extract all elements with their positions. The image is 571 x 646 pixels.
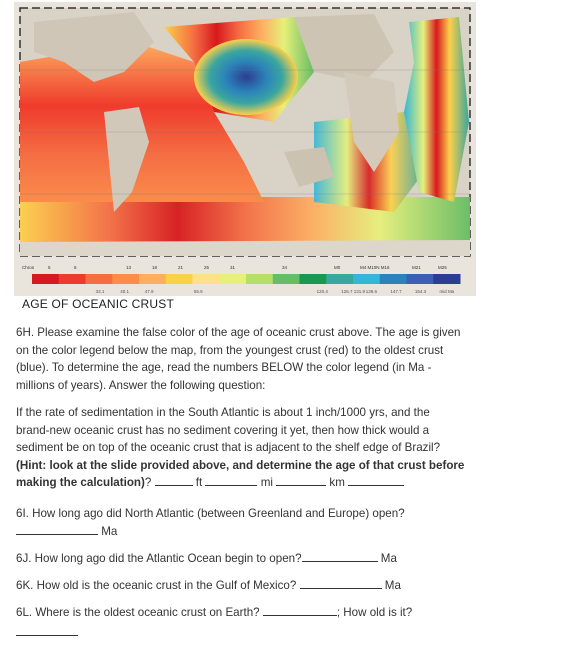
question-6k: 6K. How old is the oceanic crust in the Gulf of Mexico? Ma [16,579,401,592]
legend-swatch [32,274,59,284]
legend-swatch [59,274,86,284]
legend-bottom-label: 55.9 [193,289,203,294]
legend-top-label: M25 [438,265,447,270]
legend-top-label: 18 [152,265,158,270]
legend-top-label: 21 [178,265,184,270]
answer-6k-field[interactable] [300,577,382,589]
legend-swatch [86,274,113,284]
legend-top-label: 25 [204,265,210,270]
legend-bottom-label: 147.7 [390,289,402,294]
legend-swatch [407,274,434,284]
question-6j: 6J. How long ago did the Atlantic Ocean begin to open? Ma [16,552,397,565]
legend-top-label: 34 [282,265,288,270]
legend-swatch [246,274,273,284]
legend-swatch [273,274,300,284]
legend-top-label: 31 [230,265,236,270]
legend-bottom-label: 120.4 [316,289,328,294]
question-6l: 6L. Where is the oldest oceanic crust on Earth? ; How old is it? [16,606,413,619]
answer-6j-field[interactable] [302,550,378,562]
legend-swatch [300,274,327,284]
legend-top-label: M0 [334,265,341,270]
western-pacific-old-crust [194,39,298,115]
hint-text: (Hint: look at the slide provided above, and determine the age of that crust before making the calculation) [16,458,465,490]
legend-swatch [326,274,353,284]
answer-km-field[interactable] [276,474,326,486]
legend-bottom-label: 126.7 131.9 [341,289,366,294]
legend-swatch [380,274,407,284]
answer-6l-age-field[interactable] [16,624,78,636]
legend-swatch [219,274,246,284]
legend-swatch [166,274,193,284]
answer-6i-field[interactable] [16,523,98,535]
legend-swatch [112,274,139,284]
legend-bottom-label: 154.3 [414,289,427,294]
legend-swatch [353,274,380,284]
legend-bottom-label: mid Ma [439,289,455,294]
legend-bottom-label: 139.6 [365,289,378,294]
legend-bottom-label: 33.1 [95,289,105,294]
legend-swatch [193,274,220,284]
legend-bottom-label: 47.9 [144,289,154,294]
legend-top-label: Chron [22,265,35,270]
question-sediment: If the rate of sedimentation in the South Atlantic is about 1 inch/1000 yrs, and the brand-new oceanic crust has no sediment covering it yet, then how thick would a sediment be on top of the oceanic crust that is adjacent to the shelf edge of Brazil? (Hint: look at the slide provided above, and determine the age of that crust before making the calculation)? ft mi km [16,406,465,490]
legend-bottom-label: 40.1 [120,289,129,294]
question-6i: 6I. How long ago did North Atlantic (between Greenland and Europe) open? Ma [16,507,405,538]
legend-top-label: M4 M10N M16 [360,265,390,270]
legend-top-label: 13 [126,265,132,270]
legend-swatch [433,274,460,284]
answer-mi-field[interactable] [205,474,257,486]
answer-extra-field[interactable] [348,474,404,486]
legend-top-label: 5 [48,265,51,270]
answer-ft-field[interactable] [155,474,193,486]
question-6h: 6H. Please examine the false color of the age of oceanic crust above. The age is given on the color legend below the map, from the youngest crust (red) to the oldest crust (blue). To determine the age, read the numbers BELOW the color legend (in Ma - millions of years). Answer the following question: [16,326,461,392]
legend-top-label: M21 [412,265,421,270]
answer-6l-where-field[interactable] [263,604,337,616]
legend-swatch [139,274,166,284]
legend-top-label: 6 [74,265,77,270]
antarctica [20,240,470,256]
map-caption: AGE OF OCEANIC CRUST [22,297,175,311]
ocean-crust-age-map [14,2,476,296]
sediment-question-text: If the rate of sedimentation in the South Atlantic is about 1 inch/1000 yrs, and the brand-new oceanic crust has no sediment covering it yet, then how thick would a sediment be on top of the oceanic crust that is adjacent to the shelf edge of Brazil? [16,406,441,455]
